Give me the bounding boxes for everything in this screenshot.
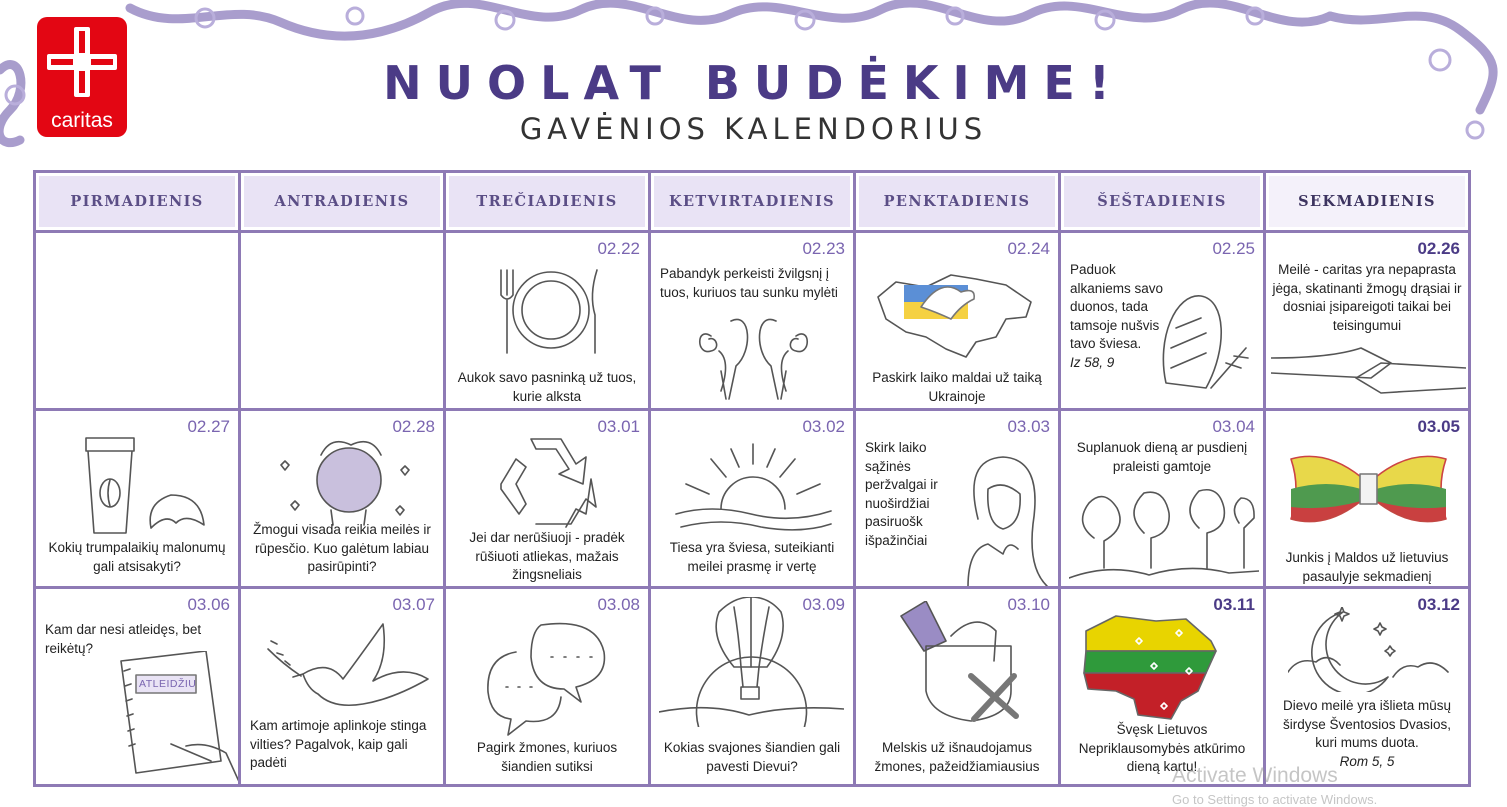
day-text: Pabandyk perkeisti žvilgsnį į tuos, kuriuos tau sunku mylėti xyxy=(660,266,838,300)
day-text: Pagirk žmones, kuriuos šiandien sutiksi xyxy=(476,740,618,774)
day-date: 03.04 xyxy=(1212,417,1255,436)
rams-icon xyxy=(691,311,816,406)
day-date: 02.27 xyxy=(187,417,230,436)
calendar-week-row xyxy=(35,410,1470,588)
calendar-day xyxy=(240,410,445,588)
calendar-day xyxy=(855,410,1060,588)
day-date: 03.07 xyxy=(392,595,435,614)
moon-stars-icon xyxy=(1288,607,1453,692)
notebook-icon xyxy=(116,651,240,786)
day-date: 03.12 xyxy=(1417,595,1460,614)
day-date: 02.23 xyxy=(802,239,845,258)
calendar-day xyxy=(1060,588,1265,786)
balloon-icon xyxy=(659,597,844,727)
day-date: 03.03 xyxy=(1007,417,1050,436)
activate-windows-watermark-sub: Go to Settings to activate Windows. xyxy=(1172,792,1378,807)
calendar-day xyxy=(650,588,855,786)
calendar-day xyxy=(240,588,445,786)
logo-text: caritas xyxy=(51,109,113,132)
weekday-header: SEKMADIENIS xyxy=(1265,172,1470,232)
day-date: 03.05 xyxy=(1417,417,1460,436)
weekday-header: TREČIADIENIS xyxy=(445,172,650,232)
calendar-day-empty xyxy=(240,232,445,410)
day-date: 03.09 xyxy=(802,595,845,614)
day-date: 02.25 xyxy=(1212,239,1255,258)
day-text-body: Paduok alkaniems savo duonos, tada tamsoje nušvis tavo šviesa. xyxy=(1070,262,1164,351)
day-date: 03.08 xyxy=(597,595,640,614)
pocket-icon xyxy=(896,601,1031,731)
day-date: 03.01 xyxy=(597,417,640,436)
day-text: Kokių trumpalaikių malonumų gali atsisakyti? xyxy=(48,540,226,574)
day-date: 03.02 xyxy=(802,417,845,436)
weekday-header-row xyxy=(35,172,1470,232)
day-text: Kam dar nesi atleidęs, bet reikėtų? xyxy=(45,622,202,656)
day-date: 02.22 xyxy=(597,239,640,258)
weekday-header: KETVIRTADIENIS xyxy=(650,172,855,232)
day-text xyxy=(1070,261,1165,372)
dove-icon xyxy=(263,619,433,719)
calendar-day xyxy=(35,410,240,588)
activate-windows-watermark: Activate Windows xyxy=(1172,764,1338,787)
day-date: 03.10 xyxy=(1007,595,1050,614)
calendar-day xyxy=(650,232,855,410)
coffee-croissant-icon xyxy=(76,433,211,538)
lithuania-map-icon xyxy=(1076,611,1226,721)
calendar-week-row xyxy=(35,588,1470,786)
day-text: Žmogui visada reikia meilės ir rūpesčio. Kuo galėtum labiau pasirūpinti? xyxy=(253,522,431,574)
day-date: 02.26 xyxy=(1417,239,1460,258)
day-text: Kokias svajones šiandien gali pavesti Dievui? xyxy=(663,740,841,774)
bread-icon xyxy=(1156,288,1256,393)
day-text: Junkis į Maldos už lietuvius pasaulyje sekmadienį xyxy=(1285,550,1449,584)
trees-icon xyxy=(1069,483,1259,583)
day-text: Suplanuok dieną ar pusdienį praleisti gamtoje xyxy=(1076,440,1248,474)
day-text-body: Dievo meilė yra išlieta mūsų širdyse Šventosios Dvasios, kuri mums duota. xyxy=(1282,698,1452,750)
calendar-day xyxy=(35,588,240,786)
weekday-header: ANTRADIENIS xyxy=(240,172,445,232)
calendar-day xyxy=(855,588,1060,786)
plate-icon xyxy=(491,265,611,355)
thinking-girl-icon xyxy=(948,449,1058,588)
sunrise-icon xyxy=(671,439,836,534)
notebook-note: ATLEIDŽIU xyxy=(139,678,197,690)
day-text: Meilė - caritas yra nepaprasta jėga, skatinanti žmogų drąsiai ir dosniai įsipareigoti taikai bei teisingumui xyxy=(1272,262,1462,333)
scripture-ref: Iz 58, 9 xyxy=(1070,354,1115,370)
calendar-day-empty xyxy=(35,232,240,410)
day-text xyxy=(1272,697,1462,771)
day-text: Paskirk laiko maldai už taiką Ukrainoje xyxy=(872,370,1042,404)
sheep-icon xyxy=(271,425,421,535)
weekday-header: PIRMADIENIS xyxy=(35,172,240,232)
day-text: Jei dar nerūšiuoji - pradėk rūšiuoti atliekas, mažais žingsneliais xyxy=(469,530,625,582)
calendar-grid xyxy=(33,170,1471,787)
calendar-day xyxy=(650,410,855,588)
day-text: Kam artimoje aplinkoje stinga vilties? Pagalvok, kaip gali padėti xyxy=(250,718,427,770)
day-date: 02.28 xyxy=(392,417,435,436)
page-subtitle: GAVĖNIOS KALENDORIUS xyxy=(519,112,988,146)
day-date: 03.06 xyxy=(187,595,230,614)
day-text: Švęsk Lietuvos Nepriklausomybės atkūrimo dieną kartu! xyxy=(1078,722,1246,774)
bow-tie-icon xyxy=(1286,449,1451,529)
calendar-day xyxy=(445,588,650,786)
day-text: Skirk laiko sąžinės peržvalgai ir nuoširdžiai pasiruošk išpažinčiai xyxy=(865,440,938,548)
scripture-ref: Rom 5, 5 xyxy=(1339,753,1395,769)
calendar-day xyxy=(1060,410,1265,588)
calendar-day xyxy=(1265,588,1470,786)
calendar-day xyxy=(1265,232,1470,410)
calendar-day xyxy=(1265,410,1470,588)
handshake-icon xyxy=(1271,343,1466,403)
ukraine-dove-icon xyxy=(866,257,1046,362)
day-text: Aukok savo pasninką už tuos, kurie alksta xyxy=(457,370,637,404)
day-text: Melskis už išnaudojamus žmones, pažeidžiamiausius xyxy=(874,740,1040,774)
day-date: 02.24 xyxy=(1007,239,1050,258)
page-title: NUOLAT BUDĖKIME! xyxy=(383,56,1124,110)
calendar-day xyxy=(855,232,1060,410)
calendar-day xyxy=(1060,232,1265,410)
day-date: 03.11 xyxy=(1213,595,1255,614)
weekday-header: ŠEŠTADIENIS xyxy=(1060,172,1265,232)
weekday-header: PENKTADIENIS xyxy=(855,172,1060,232)
calendar-week-row xyxy=(35,232,1470,410)
recycle-icon xyxy=(491,429,606,534)
day-text: Tiesa yra šviesa, suteikianti meilei prasmę ir vertę xyxy=(669,540,835,574)
chat-bubbles-icon xyxy=(486,617,611,737)
calendar-day xyxy=(445,232,650,410)
calendar-day xyxy=(445,410,650,588)
